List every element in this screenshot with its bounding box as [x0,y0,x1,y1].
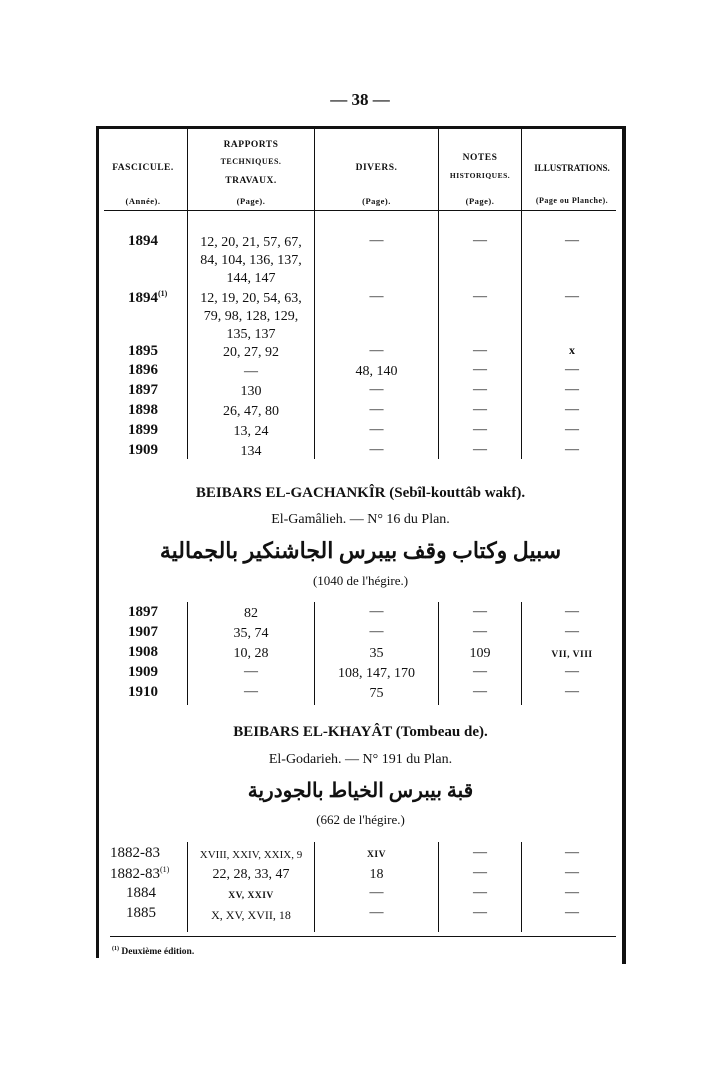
rapports-cell: 79, 98, 128, 129, [203,309,299,324]
header-rapports-3: TRAVAUX. [225,176,277,186]
header-rule [104,210,616,211]
illustrations-cell: — [565,905,579,920]
rapports-cell: 84, 104, 136, 137, [200,253,302,268]
year-cell: 1898 [128,402,158,418]
rapports-cell: 13, 24 [233,424,269,439]
footnote-rule [110,936,616,937]
illustrations-cell: — [565,442,579,457]
rapports-cell: 12, 20, 21, 57, 67, [200,235,302,250]
rapports-cell: 144, 147 [226,271,276,286]
rapports-cell: 26, 47, 80 [223,404,279,419]
rapports-cell: 12, 19, 20, 54, 63, [200,291,302,306]
rapports-cell: 20, 27, 92 [223,345,279,360]
hegire-date: (662 de l'hégire.) [316,812,405,827]
illustrations-cell: — [565,233,579,248]
illustrations-cell: VII, VIII [551,650,593,660]
divers-cell: 108, 147, 170 [338,666,415,681]
rapports-cell: — [244,664,258,679]
year-cell: 1894 [128,233,158,249]
rapports-cell: XV, XXIV [228,891,274,901]
year-cell: 1897 [128,604,158,620]
year-cell: 1882-83 [110,845,160,861]
illustrations-cell: x [569,343,575,357]
header-rapports-1: RAPPORTS [223,140,279,150]
illustrations-cell: — [565,382,579,397]
year-cell: 1882-83$^{(1)}$ [110,865,170,882]
year-cell: 1908 [128,644,158,660]
year-cell: 1897 [128,382,158,398]
illustrations-cell: — [565,289,579,304]
header-illustrations-sub: (Page ou Planche). [535,196,609,205]
rapports-cell: 35, 74 [233,626,269,641]
notes-cell: — [473,362,487,377]
section-subtitle: El-Godarieh. — N° 191 du Plan. [268,752,453,767]
illustrations-cell: — [565,885,579,900]
year-cell: 1895 [128,343,158,359]
notes-cell: — [473,624,487,639]
notes-cell: — [473,664,487,679]
notes-cell: — [473,865,487,880]
year-cell: 1884 [126,885,156,901]
notes-cell: — [473,422,487,437]
page-number: — 38 — [330,90,390,109]
year-cell: 1885 [126,905,156,921]
divers-cell: — [369,233,384,248]
notes-cell: — [473,885,487,900]
illustrations-cell: — [565,664,579,679]
year-cell: 1894$^{(1)}$ [128,289,168,306]
year-cell: 1899 [128,422,158,438]
divers-cell: — [369,343,384,358]
header-divers-sub: (Page). [362,196,391,206]
illustrations-cell: — [565,402,579,417]
illustrations-cell: — [565,604,579,619]
divers-cell: 35 [369,646,384,661]
footnote: $^{(1)}$ Deuxième édition. [112,946,195,958]
header-notes-1: NOTES [462,153,498,163]
divers-cell: — [369,289,384,304]
illustrations-cell: — [565,624,579,639]
rapports-cell: — [244,364,258,379]
divers-cell: — [369,885,384,900]
arabic-title: قبة بيبرس الخياط بالجودرية [247,780,474,802]
section-subtitle: El-Gamâlieh. — N° 16 du Plan. [271,512,450,527]
divers-cell: — [369,905,384,920]
header-notes-2: HISTORIQUES. [449,171,511,180]
header-illustrations: ILLUSTRATIONS. [534,163,610,173]
divers-cell: — [369,422,384,437]
notes-cell: — [473,684,487,699]
table-right-border [622,126,626,964]
header-rapports-2: TECHNIQUES. [220,157,282,166]
header-divers: DIVERS. [355,163,398,173]
header-notes-sub: (Page). [465,196,495,206]
notes-cell: — [473,343,487,358]
illustrations-cell: — [565,422,579,437]
divers-cell: 75 [369,686,384,701]
year-cell: 1907 [128,624,158,640]
illustrations-cell: — [565,845,579,860]
year-cell: 1910 [128,684,158,700]
notes-cell: — [473,905,487,920]
section-title: BEIBARS EL-GACHANKÎR (Sebîl-kouttâb wakf). [195,485,526,501]
rapports-cell: 82 [244,606,258,621]
header-rapports-sub: (Page). [236,196,266,206]
rapports-cell: 130 [240,384,262,399]
rapports-cell: 10, 28 [233,646,269,661]
section-title: BEIBARS EL-KHAYÂT (Tombeau de). [233,724,488,740]
year-cell: 1909 [128,664,158,680]
divers-cell: — [369,382,384,397]
notes-cell: 109 [469,646,491,661]
divers-cell: — [369,442,384,457]
notes-cell: — [473,402,487,417]
divers-cell: — [369,624,384,639]
divers-cell: XIV [367,850,386,860]
rapports-cell: — [244,684,258,699]
notes-cell: — [473,382,487,397]
year-cell: 1896 [128,362,158,378]
hegire-date: (1040 de l'hégire.) [312,573,409,588]
header-fascicule: FASCICULE. [112,163,174,173]
notes-cell: — [473,233,487,248]
divers-cell: 18 [369,867,384,882]
header-fascicule-sub: (Année). [125,196,161,206]
divers-cell: — [369,604,384,619]
notes-cell: — [473,442,487,457]
divers-cell: 48, 140 [355,364,398,379]
rapports-cell: 134 [240,444,262,459]
illustrations-cell: — [565,865,579,880]
rapports-cell: 135, 137 [226,327,276,342]
year-cell: 1909 [128,442,158,458]
rapports-cell: 22, 28, 33, 47 [212,867,290,882]
rapports-cell: XVIII, XXIV, XXIX, 9 [199,849,303,861]
illustrations-cell: — [565,684,579,699]
illustrations-cell: — [565,362,579,377]
divers-cell: — [369,402,384,417]
arabic-title: سبيل وكتاب وقف بيبرس الجاشنكير بالجمالية [159,538,562,563]
table-top-border [96,126,626,129]
notes-cell: — [473,289,487,304]
rapports-cell: X, XV, XVII, 18 [211,908,291,922]
notes-cell: — [473,604,487,619]
notes-cell: — [473,845,487,860]
